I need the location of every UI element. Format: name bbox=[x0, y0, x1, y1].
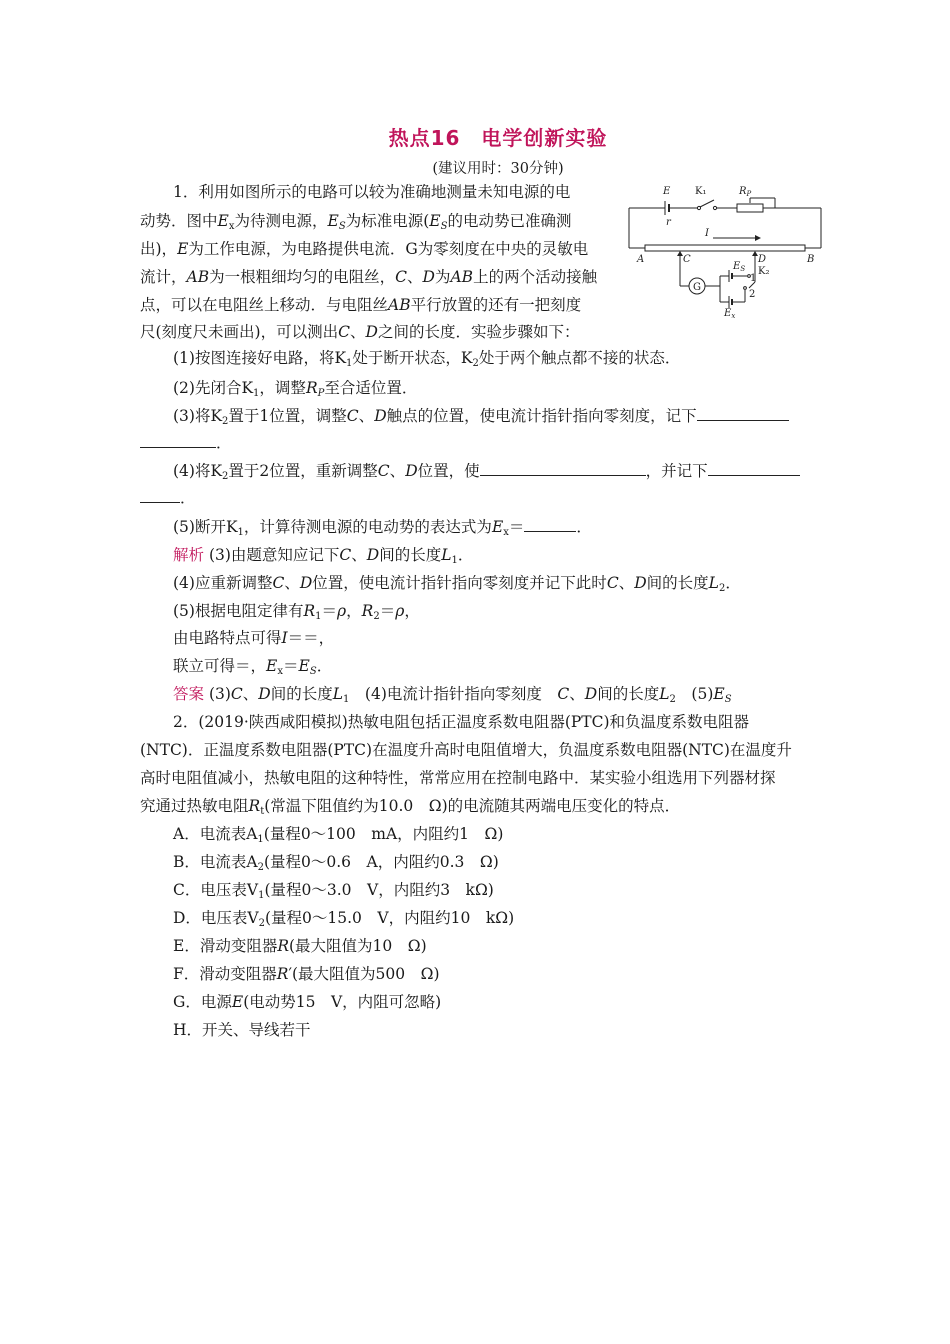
q1-intro-line: 动势．图中$E_x$为待测电源，$E_S$为标准电源($E_S$的电动势已准确测 bbox=[140, 212, 572, 232]
q1-intro-line: 尺(刻度尺未画出)，可以测出C、D之间的长度．实验步骤如下： bbox=[140, 323, 580, 341]
q2-line-2: (NTC)．正温度系数电阻器(PTC)在温度升高时电阻值增大，负温度系数电阻器(NTC)在温度升 bbox=[140, 741, 792, 759]
option-c: C．电压表$V_1$(量程0～3.0 V，内阻约3 kΩ) bbox=[173, 881, 494, 901]
label-1: 1 bbox=[750, 273, 757, 284]
label-ES: $E_S$ bbox=[733, 261, 746, 273]
analysis-line-5: 联立可得＝，$E_x=E_S$． bbox=[173, 657, 333, 677]
answer-label: 答案 bbox=[173, 685, 205, 703]
step-4: (4)将$K_2$置于2位置，重新调整C、D位置，使 ，并记下 bbox=[173, 461, 800, 481]
step-5: (5)断开$K_1$，计算待测电源的电动势的表达式为$E_x=$ ． bbox=[173, 518, 592, 538]
option-f: F．滑动变阻器R′(最大阻值为500 Ω) bbox=[173, 965, 440, 983]
step-3-cont: ． bbox=[140, 433, 232, 453]
label-I: I bbox=[705, 228, 709, 239]
suggested-time: (建议用时：30分钟) bbox=[432, 161, 564, 177]
step-1: (1)按图连接好电路，将$K_1$处于断开状态，$K_2$处于两个触点都不接的状态． bbox=[173, 349, 681, 369]
blank-3b[interactable] bbox=[140, 433, 216, 448]
q2-line-3: 高时电阻值减小，热敏电阻的这种特性，常常应用在控制电路中．某实验小组选用下列器材探 bbox=[140, 769, 776, 787]
option-e: E．滑动变阻器R(最大阻值为10 Ω) bbox=[173, 937, 427, 955]
blank-3a[interactable] bbox=[697, 406, 789, 421]
label-E: E bbox=[663, 186, 671, 197]
circuit-diagram bbox=[625, 182, 825, 318]
q2-line-4: 究通过热敏电阻$R_t$(常温下阻值约为10.0 Ω)的电流随其两端电压变化的特点． bbox=[140, 797, 681, 817]
analysis-line-2: (4)应重新调整C、D位置，使电流计指针指向零刻度并记下此时C、D间的长度$L_2$． bbox=[173, 574, 741, 594]
blank-4c[interactable] bbox=[140, 488, 180, 503]
blank-4a[interactable] bbox=[480, 461, 646, 476]
answer-line: 答案 (3)C、D间的长度$L_1$ (4)电流计指针指向零刻度 C、D间的长度$L_2$ $(5)E_S$ bbox=[173, 685, 732, 705]
label-2: 2 bbox=[749, 289, 756, 300]
label-r: r bbox=[666, 217, 671, 228]
q1-intro-line: 点，可以在电阻丝上移动．与电阻丝AB平行放置的还有一把刻度 bbox=[140, 296, 582, 314]
page-title: 热点16 电学创新实验 bbox=[388, 126, 608, 150]
analysis-line-3: (5)根据电阻定律有$R_1=\rho$，$R_2=\rho$， bbox=[173, 602, 420, 622]
option-h: H．开关、导线若干 bbox=[173, 1021, 311, 1039]
analysis-line-4: 由电路特点可得I＝＝， bbox=[173, 629, 335, 647]
step-2: (2)先闭合$K_1$，调整$R_P$至合适位置． bbox=[173, 379, 418, 399]
label-B: B bbox=[807, 254, 815, 265]
step-3: (3)将$K_2$置于1位置，调整C、D触点的位置，使电流计指针指向零刻度，记下 bbox=[173, 406, 789, 426]
option-b: B．电流表$A_2$(量程0～0.6 A，内阻约0.3 Ω) bbox=[173, 853, 499, 873]
label-D: D bbox=[758, 254, 767, 265]
step-4-cont: ． bbox=[140, 488, 196, 508]
option-d: D．电压表$V_2$(量程0～15.0 V，内阻约10 kΩ) bbox=[173, 909, 515, 929]
label-K2: K₂ bbox=[758, 266, 770, 277]
label-Ex: $E_x$ bbox=[724, 308, 736, 318]
analysis-label: 解析 bbox=[173, 546, 205, 564]
label-G: G bbox=[693, 282, 701, 293]
blank-4b[interactable] bbox=[708, 461, 800, 476]
label-C: C bbox=[683, 254, 691, 265]
blank-5[interactable] bbox=[524, 517, 576, 532]
analysis-line-1: 解析 (3)由题意知应记下C、D间的长度$L_1$． bbox=[173, 546, 474, 566]
label-RP: $R_P$ bbox=[739, 186, 752, 198]
label-A: A bbox=[637, 254, 645, 265]
option-g: G．电源E(电动势15 V，内阻可忽略) bbox=[173, 993, 442, 1011]
q1-intro-line: 出)，E为工作电源，为电路提供电流．G为零刻度在中央的灵敏电 bbox=[140, 240, 589, 258]
q2-line-1: 2．(2019·陕西咸阳模拟)热敏电阻包括正温度系数电阻器(PTC)和负温度系数电阻器 bbox=[173, 713, 750, 731]
option-a: A．电流表$A_1$(量程0～100 mA，内阻约1 Ω) bbox=[173, 825, 504, 845]
label-K1: K₁ bbox=[695, 186, 707, 197]
q1-intro-line: 1．利用如图所示的电路可以较为准确地测量未知电源的电 bbox=[173, 183, 571, 201]
q1-intro-line: 流计，AB为一根粗细均匀的电阻丝，C、D为AB上的两个活动接触 bbox=[140, 268, 598, 286]
